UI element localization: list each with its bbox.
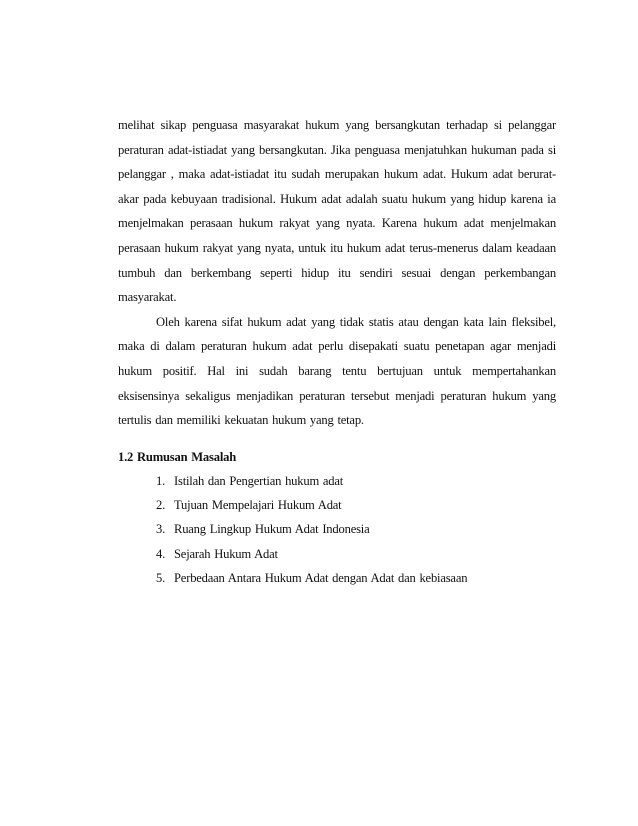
list-item-text: Sejarah Hukum Adat — [174, 546, 278, 561]
list-item-number: 5. — [156, 570, 166, 585]
list-item-number: 1. — [156, 473, 166, 488]
page-body — [118, 113, 556, 590]
paragraph-1: melihat sikap penguasa masyarakat hukum yang bersangkutan terhadap si pelanggar peraturan adat-istiadat yang bersangkutan. Jika penguasa menjatuhkan hukuman pada si pelanggar , maka adat-istiadat itu sudah merupakan hukum adat. Hukum adat berurat-akar pada kebuyaan tradisional. Hukum adat adalah suatu hukum yang hidup karena ia menjelmakan perasaan hukum rakyat yang nyata. Karena hukum adat menjelmakan perasaan hukum rakyat yang nyata, untuk itu hukum adat terus-menerus dalam keadaan tumbuh dan berkembang seperti hidup itu sendiri sesuai dengan perkembangan masyarakat. — [118, 118, 556, 305]
list-item-text: Ruang Lingkup Hukum Adat Indonesia — [174, 522, 370, 537]
list-item — [156, 493, 556, 517]
section-heading: 1.2 Rumusan Masalah — [118, 449, 237, 464]
list-item — [156, 469, 556, 493]
list-item — [156, 517, 556, 541]
list-item-number: 2. — [156, 498, 166, 513]
paragraph-2: Oleh karena sifat hukum adat yang tidak statis atau dengan kata lain fleksibel, maka di dalam peraturan hukum adat perlu disepakati suatu penetapan agar menjadi hukum positif. Hal ini sudah barang tentu bertujuan untuk mempertahankan eksisensinya sekaligus menjadikan peraturan tersebut menjadi peraturan hukum yang tertulis dan memiliki kekuatan hukum yang tetap. — [118, 314, 556, 428]
list-item — [156, 566, 556, 590]
list-item-number: 4. — [156, 546, 166, 561]
list-item-number: 3. — [156, 522, 166, 537]
list-item-text: Perbedaan Antara Hukum Adat dengan Adat dan kebiasaan — [174, 570, 468, 585]
problem-list — [118, 469, 556, 590]
list-item-text: Tujuan Mempelajari Hukum Adat — [174, 498, 342, 513]
list-item — [156, 542, 556, 566]
list-item-text: Istilah dan Pengertian hukum adat — [174, 473, 344, 488]
